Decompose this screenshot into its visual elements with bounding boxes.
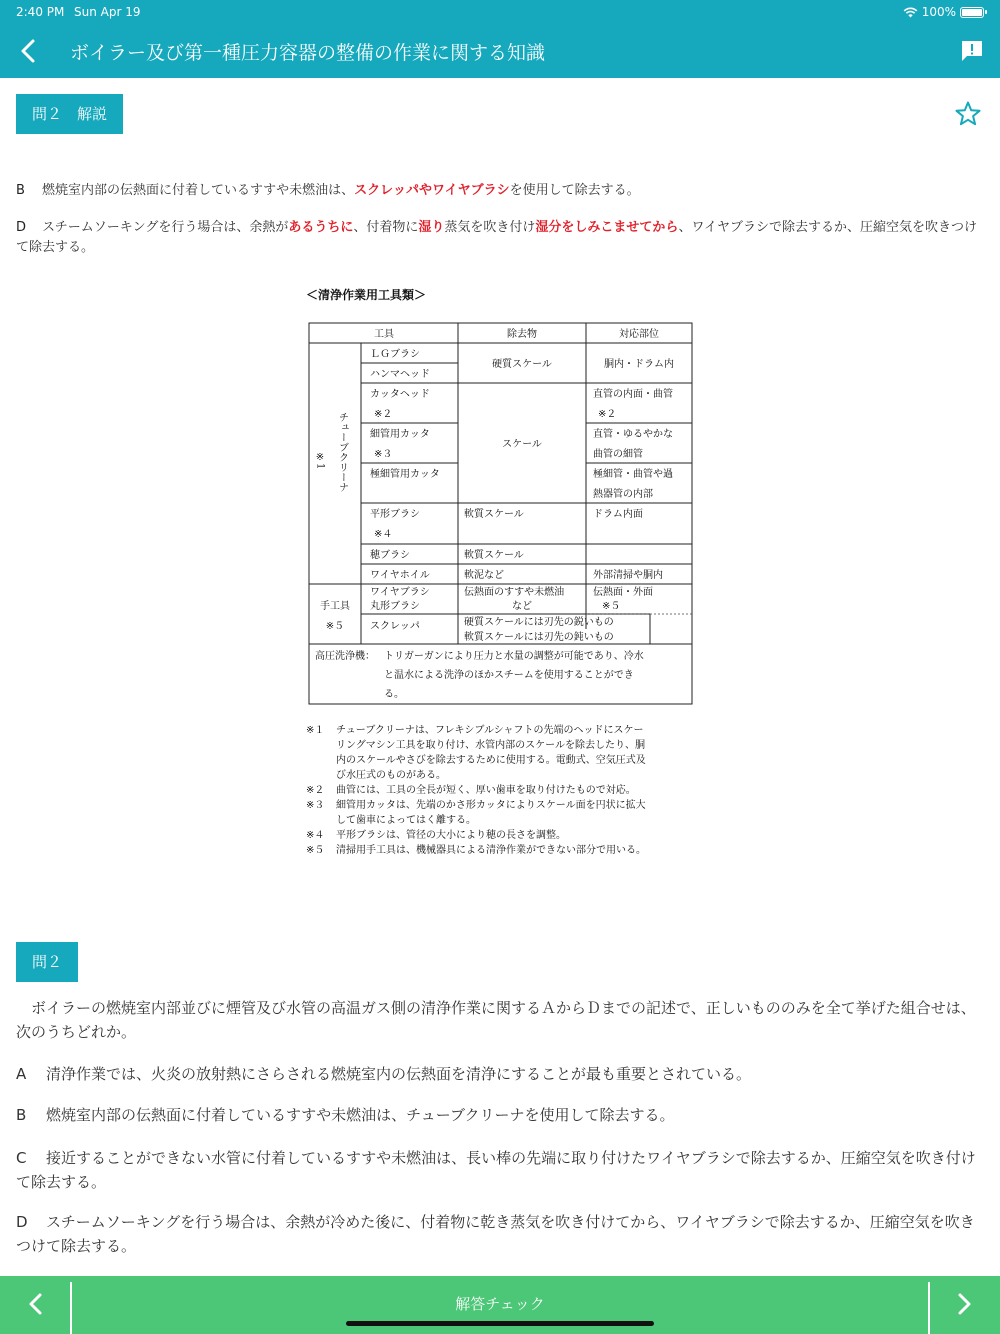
part-drum-inner: ドラム内面 xyxy=(593,509,643,520)
tool-thin-cutter-note: ※３ xyxy=(374,449,393,460)
top-bar xyxy=(0,0,1000,78)
part-drum: 胴内・ドラム内 xyxy=(604,359,674,370)
removed-etc: など xyxy=(512,601,532,612)
scraper-hard-note: 硬質スケールには刃先の鋭いもの xyxy=(464,617,614,628)
tool-scraper: スクレッパ xyxy=(370,621,420,632)
tool-ear-brush: 穂ブラシ xyxy=(370,550,410,561)
status-date: Sun Apr 19 xyxy=(74,5,141,19)
explanation-item-b: B 燃焼室内部の伝熱面に付着しているすすや未燃油は、スクレッパやワイヤブラシを使用して除去する。 xyxy=(16,183,640,198)
back-chevron-icon[interactable] xyxy=(14,36,44,66)
header-parts: 対応部位 xyxy=(619,329,659,340)
group2-note: ※５ xyxy=(325,621,345,632)
answer-check-button[interactable]: 解答チェック xyxy=(455,1295,545,1313)
feedback-icon[interactable] xyxy=(960,39,984,63)
part-heat-surface: 伝熱面・外面 xyxy=(593,587,653,598)
figure-title: ＜清浄作業用工具類＞ xyxy=(306,288,427,302)
status-bar xyxy=(0,0,1000,24)
tool-flat-brush: 平形ブラシ xyxy=(370,509,420,520)
removed-soot: 伝熱面のすすや未燃油 xyxy=(464,587,565,598)
scraper-soft-note: 軟質スケールには刃先の鈍いもの xyxy=(464,632,614,643)
part-gentle-bend-2: 曲管の細管 xyxy=(593,449,643,460)
explanation-tag: 問２ 解説 xyxy=(16,94,123,134)
part-ultra-thin-2: 熱器管の内部 xyxy=(593,489,653,500)
battery-icon xyxy=(960,7,984,18)
part-heat-surface-note: ※５ xyxy=(602,601,621,612)
star-outline-icon[interactable] xyxy=(954,100,982,128)
group2-label: 手工具 xyxy=(320,601,350,612)
note-3: ※３ 細管用カッタは、先端のかさ形カッタによりスケール面を円状に拡大 して歯車によってはく離する。 xyxy=(306,800,646,826)
question-item-d: D スチームソーキングを行う場合は、余熱が冷めた後に、付着物に乾き蒸気を吹き付けてから、ワイヤブラシで除去するか、圧縮空気を吹きつけて除去する。 xyxy=(16,1213,975,1255)
question-stem: ボイラーの燃焼室内部並びに煙管及び水管の高温ガス側の清浄作業に関するＡからＤまでの記述で、正しいもののみを全て挙げた組合せは、次のうちどれか。 xyxy=(16,999,976,1041)
removed-soft-scale-2: 軟質スケール xyxy=(464,550,524,561)
group1-note: ※1 xyxy=(314,452,326,470)
tool-lg-brush: ＬＧブラシ xyxy=(370,349,420,360)
wifi-icon xyxy=(903,7,918,18)
status-right xyxy=(903,5,984,19)
header-tool: 工具 xyxy=(374,329,394,340)
tool-cutter-head: カッタヘッド xyxy=(370,389,430,400)
hp-line-2: と温水による洗浄のほかスチームを使用することができ xyxy=(384,670,634,681)
battery-percent: 100% xyxy=(921,5,956,19)
cleaning-tools-figure xyxy=(300,280,700,870)
note-5: ※５ 清掃用手工具は、機械器具による清浄作業ができない部分で用いる。 xyxy=(306,845,646,856)
tool-thin-cutter: 細管用カッタ xyxy=(370,429,430,440)
removed-scale: スケール xyxy=(502,439,542,450)
part-straight-bend-note: ※２ xyxy=(598,409,617,420)
tool-cutter-head-note: ※２ xyxy=(374,409,393,420)
hp-label: 高圧洗浄機： xyxy=(315,651,375,662)
next-chevron-icon[interactable] xyxy=(930,1276,1000,1334)
tool-ultra-thin-cutter: 極細管用カッタ xyxy=(370,469,440,480)
tool-wire-wheel: ワイヤホイル xyxy=(370,570,430,581)
note-1: ※１ チューブクリーナは、フレキシブルシャフトの先端のヘッドにスケー リングマシン工具を取り付け、水管内部のスケールを除去したり、胴 内のスケールやさびを除去するために使用する。電動式、空気圧式及 び水圧式のものがある。 xyxy=(306,725,646,781)
hp-line-3: る。 xyxy=(384,689,404,700)
part-gentle-bend-1: 直管・ゆるやかな xyxy=(593,429,673,440)
home-indicator[interactable] xyxy=(346,1321,654,1326)
navigation-bar xyxy=(0,24,1000,78)
tool-wire-brush: ワイヤブラシ xyxy=(370,587,430,598)
question-item-b: B 燃焼室内部の伝熱面に付着しているすすや未燃油は、チューブクリーナを使用して除去する。 xyxy=(16,1106,675,1124)
note-2: ※２ 曲管には、工具の全長が短く、厚い歯車を取り付けたもので対応。 xyxy=(306,785,636,796)
hp-line-1: トリガーガンにより圧力と水量の調整が可能であり、冷水 xyxy=(384,651,644,662)
tool-flat-brush-note: ※４ xyxy=(374,529,393,540)
part-external: 外部清掃や胴内 xyxy=(593,570,663,581)
tools-table xyxy=(300,280,700,720)
tool-hammer-head: ハンマヘッド xyxy=(370,369,430,380)
prev-chevron-icon[interactable] xyxy=(0,1276,70,1334)
group1-label: チューブクリーナ xyxy=(336,412,348,492)
part-straight-bend: 直管の内面・曲管 xyxy=(593,389,673,400)
note-4: ※４ 平形ブラシは、管径の大小により穂の長さを調整。 xyxy=(306,830,566,841)
removed-soft-scale-1: 軟質スケール xyxy=(464,509,524,520)
question-item-c: C 接近することができない水管に付着しているすすや未燃油は、長い棒の先端に取り付けたワイヤブラシで除去するか、圧縮空気を吹き付けて除去する。 xyxy=(16,1149,976,1191)
explanation-item-d: D スチームソーキングを行う場合は、余熱があるうちに、付着物に湿り蒸気を吹き付け湿分をしみこませてから、ワイヤブラシで除去するか、圧縮空気を吹きつけて除去する。 xyxy=(16,220,978,255)
status-time: 2:40 PM xyxy=(16,5,65,19)
question-tag: 問２ xyxy=(16,942,78,982)
removed-sludge: 軟泥など xyxy=(464,570,504,581)
part-ultra-thin-1: 極細管・曲管や過 xyxy=(593,469,673,480)
removed-hard-scale: 硬質スケール xyxy=(492,359,552,370)
figure-notes xyxy=(306,723,700,858)
question-item-a: A 清浄作業では、火炎の放射熱にさらされる燃焼室内の伝熱面を清浄にすることが最も重要とされている。 xyxy=(16,1065,752,1083)
nav-title: ボイラー及び第一種圧力容器の整備の作業に関する知識 xyxy=(70,42,546,64)
header-removed: 除去物 xyxy=(507,329,537,340)
tool-round-brush: 丸形ブラシ xyxy=(370,601,420,612)
